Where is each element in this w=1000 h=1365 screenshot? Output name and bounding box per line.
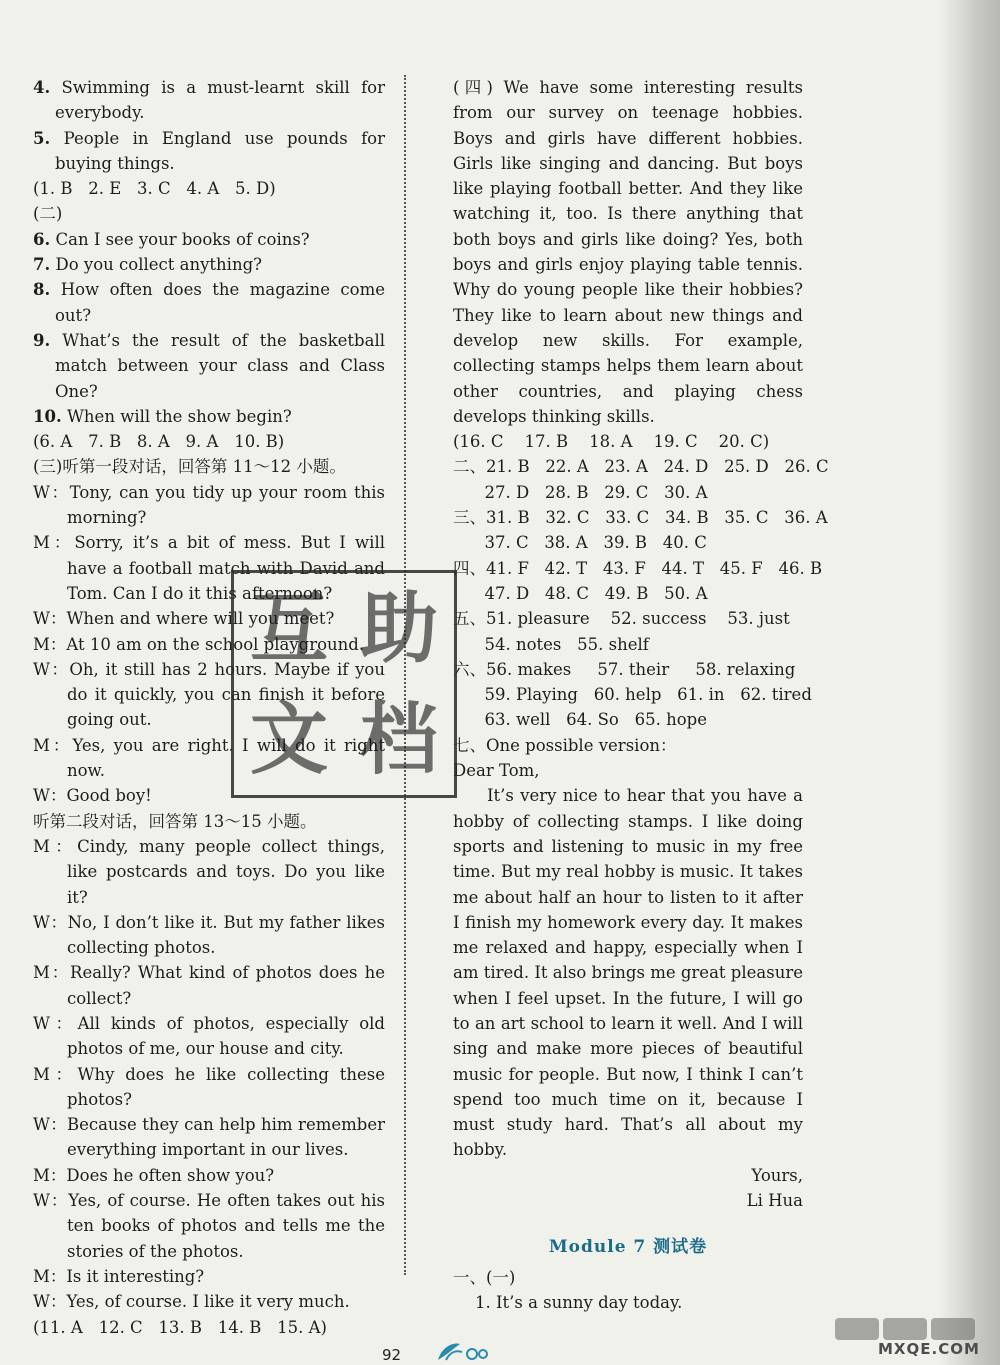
right-column xyxy=(453,75,829,1315)
dialogue-text: When and where will you meet? xyxy=(66,609,335,629)
speaker-label: M： xyxy=(33,963,71,983)
question-number: 7. xyxy=(33,255,51,275)
dialogue-text: Yes, of course. He often takes out his ten books of photos and tells me the stories of the photos. xyxy=(67,1191,385,1261)
speaker-label: M： xyxy=(33,836,78,856)
dialogue-line xyxy=(33,1011,385,1062)
stamp-char: 互 xyxy=(249,583,328,674)
dialogue-text: Tony, can you tidy up your room this morning? xyxy=(67,482,385,528)
question-number: 10. xyxy=(33,406,62,426)
question-item xyxy=(33,227,385,252)
dialogue-text: Is it interesting? xyxy=(66,1266,205,1286)
module-title: Module 7 测试卷 xyxy=(548,1237,708,1258)
answer-line: 二、21. B 22. A 23. A 24. D 25. D 26. C xyxy=(453,457,829,477)
dialogue-line xyxy=(33,1112,385,1163)
dialogue-text: Does he often show you? xyxy=(66,1165,275,1185)
section-heading: (二) xyxy=(33,204,63,224)
answer-line: (16. C 17. B 18. A 19. C 20. C) xyxy=(453,432,770,452)
speaker-label: W： xyxy=(33,1292,67,1312)
dialogue-line xyxy=(33,1188,385,1264)
speaker-label: M： xyxy=(33,1266,67,1286)
dialogue-line xyxy=(33,960,385,1011)
section-one-heading: 一、(一) xyxy=(453,1267,516,1287)
dialogue-line xyxy=(33,910,385,961)
stamp-seal xyxy=(231,570,457,798)
dialogue-text: Because they can help him remember everything important in our lives. xyxy=(66,1115,385,1160)
stamp-char: 档 xyxy=(359,694,438,785)
dialogue-text: Yes, of course. I like it very much. xyxy=(66,1292,350,1312)
question-number: 8. xyxy=(33,280,51,300)
speaker-label: M： xyxy=(33,1165,67,1185)
letter-signature: Li Hua xyxy=(746,1191,803,1211)
question-text: People in England use pounds for buying things. xyxy=(55,128,385,173)
speaker-label: M： xyxy=(33,1064,78,1084)
answer-line: 63. well 64. So 65. hope xyxy=(453,710,707,730)
passage-four: (四) We have some interesting results from our survey on teenage hobbies. Boys and girls have different hobbies. Girls like singing and dancing. But boys like playing football better. And they like watching it, too. Is there anything that both boys and girls like doing? Yes, both boys and girls enjoy playing table tennis. Why do young people like their hobbies? They like to learn about new things and develop new skills. For example, collecting stamps helps them learn about other countries, and playing chess develops thinking skills. xyxy=(453,78,803,426)
dialogue-text: Good boy! xyxy=(66,786,152,806)
dialogue-text: All kinds of photos, especially old photos of me, our house and city. xyxy=(67,1013,385,1059)
dialogue-line xyxy=(33,1163,385,1188)
answer-line: 47. D 48. C 49. B 50. A xyxy=(453,583,708,603)
speaker-label: W： xyxy=(33,1115,67,1135)
dialogue-text: Really? What kind of photos does he collect? xyxy=(67,963,385,1008)
question-item xyxy=(33,277,385,328)
speaker-label: W： xyxy=(33,786,67,806)
answer-line: (6. A 7. B 8. A 9. A 10. B) xyxy=(33,432,285,452)
answer-line: (1. B 2. E 3. C 4. A 5. D) xyxy=(33,179,276,199)
question-text: Swimming is a must-learnt skill for everybody. xyxy=(55,78,386,123)
question-number: 6. xyxy=(33,229,51,249)
answer-line: 七、One possible version： xyxy=(453,735,677,755)
speaker-label: W： xyxy=(33,1191,69,1211)
question-number: 9. xyxy=(33,330,51,350)
dialogue-text: At 10 am on the school playground. xyxy=(66,634,365,654)
dialogue-text: Oh, it still has 2 hours. Maybe if you do it quickly, you can finish it before going out. xyxy=(67,659,385,730)
section-heading: 听第二段对话，回答第 13～15 小题。 xyxy=(33,811,317,831)
question-item xyxy=(33,252,385,277)
page-number: 92 xyxy=(382,1346,402,1364)
question-text: Can I see your books of coins? xyxy=(55,229,310,249)
answer-line: 27. D 28. B 29. C 30. A xyxy=(453,482,708,502)
question-text: How often does the magazine come out? xyxy=(55,280,385,325)
speaker-label: M： xyxy=(33,735,73,755)
answer-line: 三、31. B 32. C 33. C 34. B 35. C 36. A xyxy=(453,508,828,528)
dialogue-text: Sorry, it’s a bit of mess. But I will have a football match with David and Tom. Can I do it this afternoon? xyxy=(67,533,385,603)
dialogue-line xyxy=(33,480,385,531)
dialogue-line xyxy=(33,1289,385,1314)
leaf-ornament-icon xyxy=(434,1338,490,1364)
speaker-label: W： xyxy=(33,609,67,629)
speaker-label: W： xyxy=(33,659,70,679)
question-one: 1. It’s a sunny day today. xyxy=(475,1292,683,1312)
dialogue-line xyxy=(33,1062,385,1113)
question-item xyxy=(33,126,385,177)
question-item xyxy=(33,328,385,404)
speaker-label: W： xyxy=(33,482,70,502)
question-text: When will the show begin? xyxy=(66,406,292,426)
answer-line: 六、56. makes 57. their 58. relaxing xyxy=(453,659,796,679)
letter-body: It’s very nice to hear that you have a hobby of collecting stamps. I like doing sports and listening to music in my free time. But my real hobby is music. It takes me about half an hour to listen to it after I finish my homework every day. It makes me relaxed and happy, especially when I am tired. It also brings me great pleasure when I feel upset. In the future, I will go to an art school to learn it well. And I will sing and make more pieces of beautiful music for people. But now, I think I can’t spend too much time on it, because I must study hard. That’s all about my hobby. xyxy=(453,786,803,1160)
dialogue-text: Why does he like collecting these photos? xyxy=(67,1064,385,1109)
speaker-label: W： xyxy=(33,1013,78,1033)
answer-line: 四、41. F 42. T 43. F 44. T 45. F 46. B xyxy=(453,558,823,578)
answer-line: 五、51. pleasure 52. success 53. just xyxy=(453,609,790,629)
question-item xyxy=(33,75,385,126)
stamp-char: 助 xyxy=(359,583,438,674)
watermark-text: MXQE.COM xyxy=(878,1340,980,1358)
question-text: Do you collect anything? xyxy=(55,255,262,275)
letter-salutation: Dear Tom, xyxy=(453,761,540,781)
question-number: 5. xyxy=(33,128,51,148)
stamp-char: 文 xyxy=(249,694,328,785)
dialogue-text: No, I don’t like it. But my father likes collecting photos. xyxy=(67,912,385,958)
answer-line: 37. C 38. A 39. B 40. C xyxy=(453,533,707,553)
book-spine-shadow xyxy=(938,0,1000,1365)
speaker-label: M： xyxy=(33,533,75,553)
answer-line: (11. A 12. C 13. B 14. B 15. A) xyxy=(33,1317,327,1337)
question-text: What’s the result of the basketball match between your class and Class One? xyxy=(55,330,385,401)
speaker-label: W： xyxy=(33,912,68,932)
speaker-label: M： xyxy=(33,634,67,654)
answer-line: 54. notes 55. shelf xyxy=(453,634,649,654)
dialogue-text: Cindy, many people collect things, like postcards and toys. Do you like it? xyxy=(67,836,385,907)
question-number: 4. xyxy=(33,78,51,97)
dialogue-line xyxy=(33,834,385,910)
answer-key xyxy=(453,429,829,758)
dialogue-line xyxy=(33,1264,385,1289)
question-item xyxy=(33,404,385,429)
answer-line: 59. Playing 60. help 61. in 62. tired xyxy=(453,685,812,705)
letter-closing: Yours, xyxy=(751,1165,803,1185)
dialogue-text: Yes, you are right. I will do it right now. xyxy=(67,735,385,781)
section-heading: (三)听第一段对话，回答第 11～12 小题。 xyxy=(33,457,346,477)
